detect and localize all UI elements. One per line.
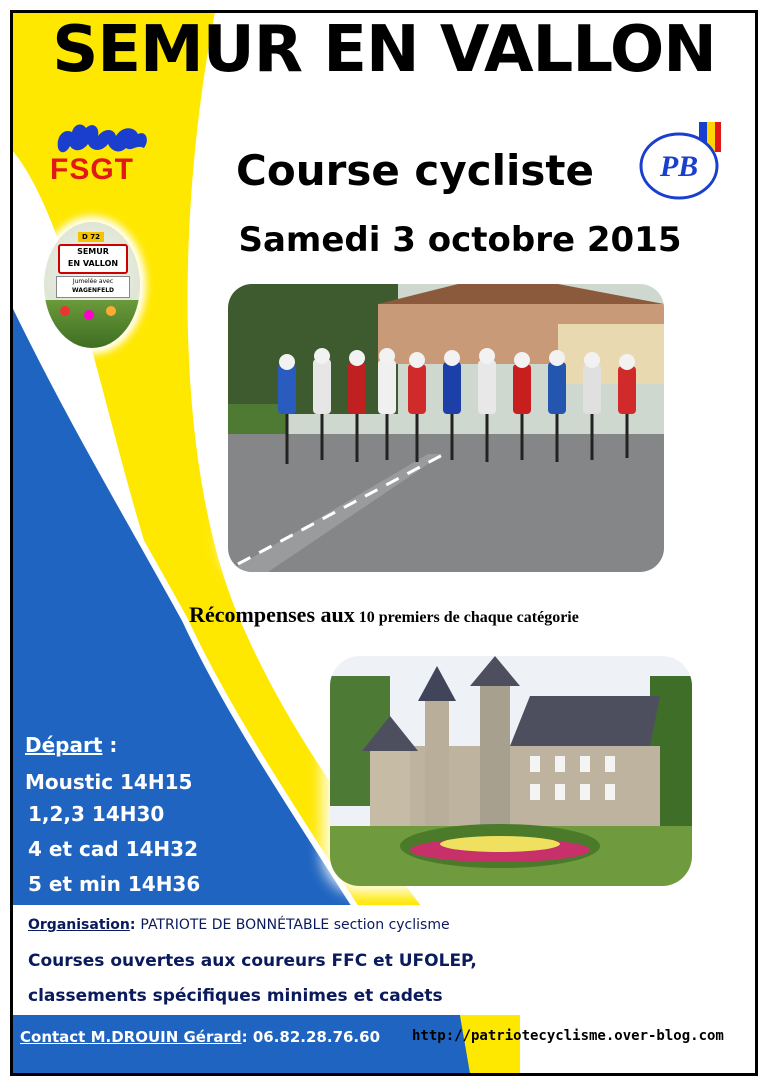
depart-line-1: Moustic 14H15	[25, 770, 193, 794]
contact-line	[20, 1028, 380, 1046]
twin-sign-panel	[56, 276, 130, 298]
blog-url-link[interactable]: http://patriotecyclisme.over-blog.com	[412, 1028, 724, 1044]
event-subtitle: Course cycliste	[236, 146, 594, 195]
sign-town: SEMUR	[77, 247, 109, 256]
town-sign-photo	[44, 222, 140, 348]
sign-town2: EN VALLON	[67, 259, 119, 268]
depart-line-3: 4 et cad 14H32	[28, 837, 198, 861]
town-sign-panel	[58, 244, 128, 274]
courses-line-1: Courses ouvertes aux coureurs FFC et UFOLEP,	[28, 951, 477, 971]
contact-phone: : 06.82.28.76.60	[241, 1028, 381, 1046]
contact-label: Contact M.DROUIN Gérard	[20, 1028, 242, 1046]
organisation-colon: :	[129, 917, 141, 933]
castle-scene	[330, 656, 692, 886]
poster-title: SEMUR EN VALLON	[52, 13, 716, 87]
depart-label: Départ	[25, 733, 103, 757]
organisation-line	[28, 917, 450, 933]
sign-twin-line1: Jumelée avec	[72, 278, 114, 285]
svg-text:PB: PB	[659, 150, 699, 183]
depart-line-4: 5 et min 14H36	[28, 872, 201, 896]
depart-line-2: 1,2,3 14H30	[28, 802, 165, 826]
sign-twin-line2: WAGENFELD	[71, 287, 115, 294]
flower-bed	[44, 300, 140, 348]
castle-photo	[330, 656, 692, 886]
organisation-value: PATRIOTE DE BONNÉTABLE section cyclisme	[140, 917, 450, 933]
organisation-label: Organisation	[28, 917, 130, 933]
cyclists-scene	[228, 284, 664, 572]
rewards-part1: Récompenses aux	[189, 602, 355, 627]
rewards-line	[0, 602, 768, 628]
road-number: D 72	[78, 232, 104, 242]
depart-colon: :	[102, 733, 118, 757]
rewards-part2: 10 premiers de chaque catégorie	[358, 609, 579, 626]
cyclists-photo	[228, 284, 664, 572]
event-date: Samedi 3 octobre 2015	[238, 220, 682, 260]
depart-heading	[25, 733, 117, 757]
courses-line-2: classements spécifiques minimes et cadets	[28, 986, 443, 1006]
fsgt-logo-text: FSGT	[50, 153, 134, 186]
